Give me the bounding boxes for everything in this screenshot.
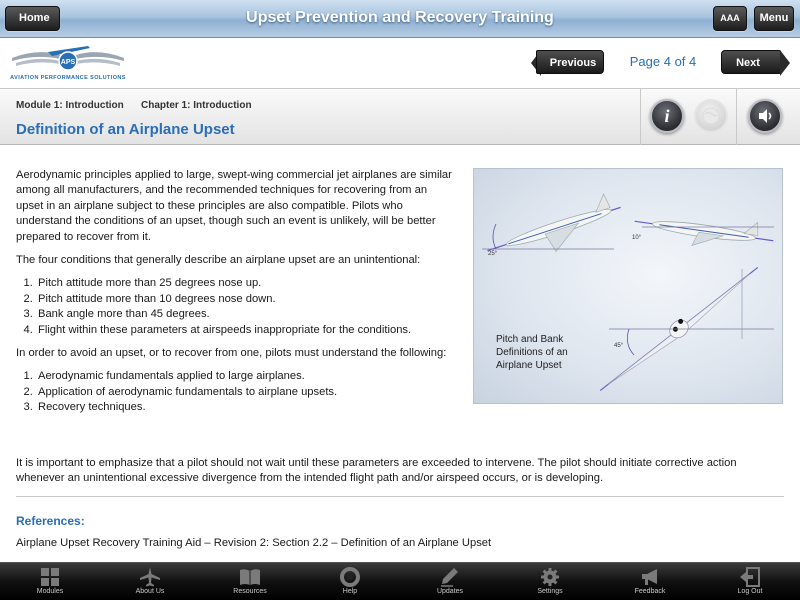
next-arrow-icon[interactable] [780, 50, 790, 76]
tab-feedback[interactable]: Feedback [600, 563, 700, 601]
grid-icon [39, 567, 61, 587]
module-label: Module 1: Introduction [16, 100, 124, 111]
tab-resources[interactable]: Resources [200, 563, 300, 601]
understand-list [16, 369, 456, 415]
emphasis-paragraph: It is important to emphasize that a pilot should not wait until these parameters are exceeded to intervene. The pilot should initiate corrective action whenever an unintentional excessive divergence from the intended flight path and/or airspeed occurs, or is developing. [16, 457, 737, 485]
next-button[interactable]: Next [721, 50, 781, 74]
list-item: 3. Bank angle more than 45 degrees. [36, 307, 456, 322]
globe-button[interactable] [694, 99, 728, 133]
understand-intro: In order to avoid an upset, or to recover from one, pilots must understand the following: [16, 347, 447, 360]
tab-updates[interactable]: Updates [400, 563, 500, 601]
upset-definitions-figure[interactable] [473, 168, 783, 404]
lesson-content [16, 168, 456, 424]
info-icon: i [664, 106, 670, 126]
previous-button[interactable]: Previous [536, 50, 604, 74]
info-button[interactable] [650, 99, 684, 133]
bottom-tab-bar [0, 562, 800, 600]
page-indicator: Page 4 of 4 [629, 54, 697, 69]
angle-label-45: 45° [614, 343, 624, 349]
pitch-down-airplane [632, 205, 775, 256]
wings-emblem-icon [8, 42, 128, 76]
home-button[interactable]: Home [5, 6, 60, 31]
pitch-up-airplane [482, 190, 628, 271]
logout-icon [739, 567, 761, 587]
page-title: Definition of an Airplane Upset [16, 121, 235, 138]
svg-text:APS: APS [60, 59, 76, 66]
tab-log-out[interactable]: Log Out [700, 563, 800, 601]
top-bar [0, 0, 800, 38]
tab-settings[interactable]: Settings [500, 563, 600, 601]
angle-label-25: 25° [488, 251, 498, 257]
list-item: 1. Aerodynamic fundamentals applied to large airplanes. [36, 369, 456, 384]
reference-item: Airplane Upset Recovery Training Aid – Revision 2: Section 2.2 – Definition of an Airplane Upset [16, 537, 492, 549]
header [0, 38, 800, 88]
font-size-button[interactable]: AAA [713, 6, 747, 31]
tab-help[interactable]: Help [300, 563, 400, 601]
pencil-icon [439, 567, 461, 587]
conditions-intro: The four conditions that generally describe an airplane upset are an unintentional: [16, 254, 421, 267]
list-item: 3. Recovery techniques. [36, 400, 456, 415]
lifebuoy-icon [339, 567, 361, 587]
divider [640, 89, 641, 145]
figure-caption: Pitch and Bank Definitions of an Airplane Upset [496, 334, 568, 371]
book-icon [239, 567, 261, 587]
aps-logo [8, 42, 128, 86]
list-item: 4. Flight within these parameters at airspeeds inappropriate for the conditions. [36, 323, 456, 338]
references-heading: References: [16, 514, 85, 528]
airplane-icon [139, 567, 161, 587]
menu-button[interactable]: Menu [754, 6, 794, 31]
speaker-icon [750, 101, 780, 131]
app-title: Upset Prevention and Recovery Training [246, 9, 554, 26]
list-item: 2. Pitch attitude more than 10 degrees nose down. [36, 292, 456, 307]
tab-modules[interactable]: Modules [0, 563, 100, 601]
tab-about-us[interactable]: About Us [100, 563, 200, 601]
list-item: 1. Pitch attitude more than 25 degrees nose up. [36, 276, 456, 291]
gear-icon [539, 567, 561, 587]
divider [16, 496, 784, 497]
chapter-label: Chapter 1: Introduction [141, 100, 252, 111]
conditions-list [16, 276, 456, 338]
logo-tagline: AVIATION PERFORMANCE SOLUTIONS [10, 75, 126, 81]
list-item: 2. Application of aerodynamic fundamentals to airplane upsets. [36, 385, 456, 400]
module-bar [0, 88, 800, 145]
audio-button[interactable] [748, 99, 782, 133]
angle-label-10: 10° [632, 235, 642, 241]
megaphone-icon [639, 567, 661, 587]
divider [736, 89, 737, 145]
intro-paragraph: Aerodynamic principles applied to large, swept-wing commercial jet airplanes are similar among all manufacturers, and the recommended techniques for recovering from an upset in an airplane subject to these principles are also compatible. Pilots who understand the conditions of an upset, though such an event is unlikely, will be better prepared to recover from it. [16, 169, 452, 243]
globe-icon [696, 101, 726, 131]
